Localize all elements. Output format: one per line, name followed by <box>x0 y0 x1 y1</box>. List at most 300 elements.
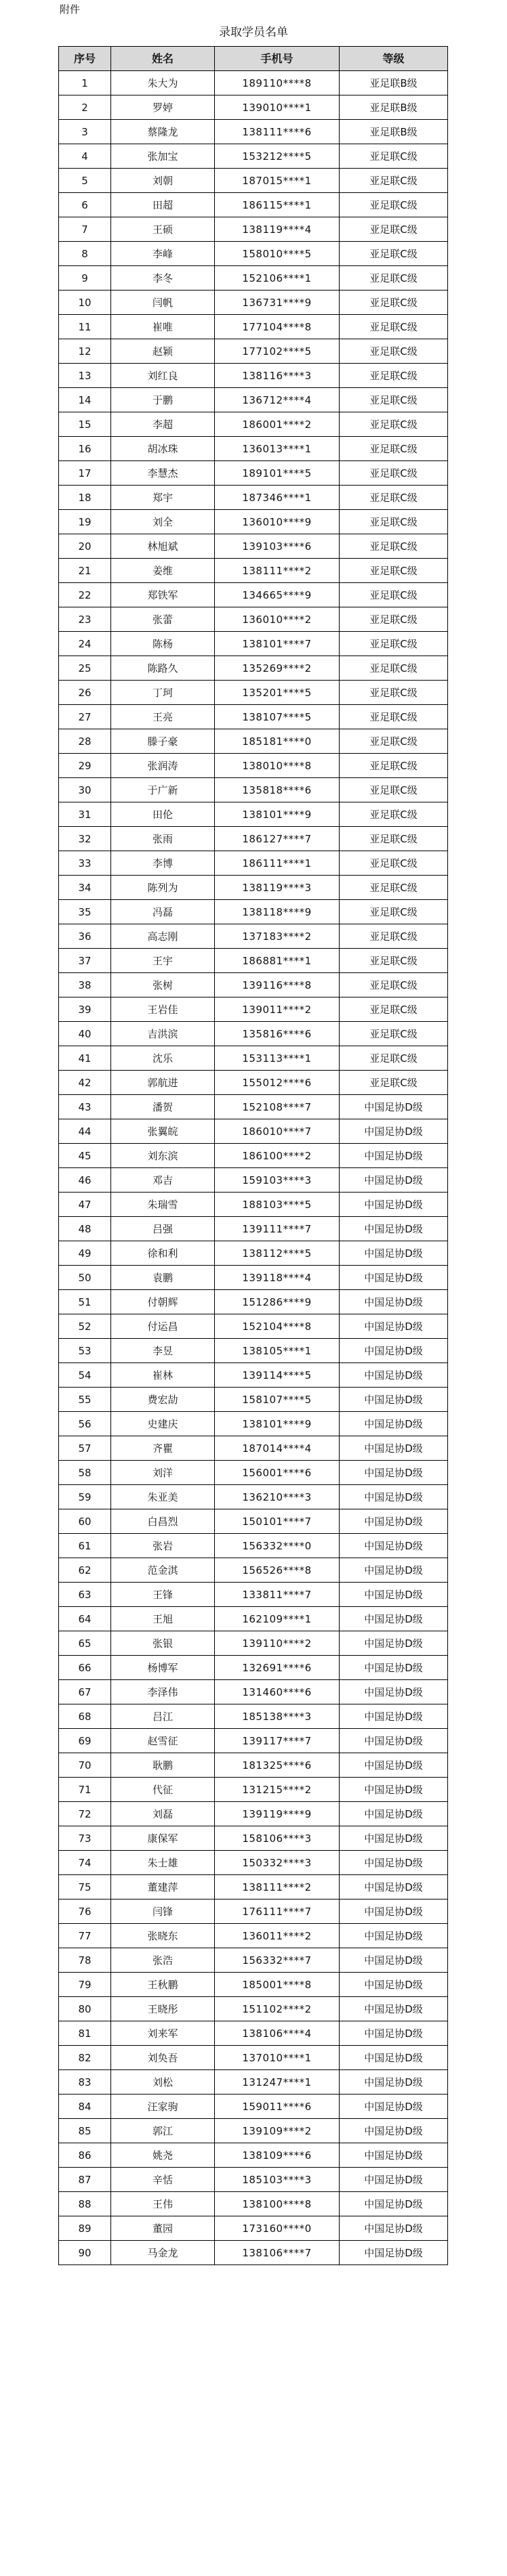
phone-number: 186010****7 <box>215 1119 340 1144</box>
certificate-level: 亚足联C级 <box>340 656 448 681</box>
certificate-level: 中国足协D级 <box>340 1509 448 1534</box>
phone-number: 189110****8 <box>215 71 340 95</box>
student-name: 邓吉 <box>111 1168 215 1193</box>
certificate-level: 中国足协D级 <box>340 1485 448 1509</box>
row-index: 55 <box>59 1388 111 1412</box>
certificate-level: 亚足联C级 <box>340 607 448 632</box>
phone-number: 151286****9 <box>215 1290 340 1314</box>
table-row <box>59 120 448 144</box>
table-row <box>59 1656 448 1680</box>
phone-number: 158010****5 <box>215 242 340 266</box>
student-name: 张翼皖 <box>111 1119 215 1144</box>
student-name: 王晓彤 <box>111 1997 215 2021</box>
phone-number: 136010****9 <box>215 510 340 534</box>
row-index: 85 <box>59 2119 111 2143</box>
table-row <box>59 266 448 291</box>
row-index: 14 <box>59 388 111 412</box>
table-row <box>59 144 448 169</box>
row-index: 58 <box>59 1461 111 1485</box>
table-row <box>59 95 448 120</box>
phone-number: 131460****6 <box>215 1680 340 1704</box>
student-name: 李博 <box>111 851 215 876</box>
row-index: 50 <box>59 1266 111 1290</box>
phone-number: 139109****2 <box>215 2119 340 2143</box>
table-row <box>59 510 448 534</box>
phone-number: 136210****3 <box>215 1485 340 1509</box>
row-index: 41 <box>59 1046 111 1071</box>
certificate-level: 中国足协D级 <box>340 1851 448 1875</box>
table-row <box>59 1997 448 2021</box>
row-index: 68 <box>59 1704 111 1729</box>
table-row <box>59 656 448 681</box>
phone-number: 155012****6 <box>215 1071 340 1095</box>
row-index: 20 <box>59 534 111 559</box>
student-name: 史建庆 <box>111 1412 215 1436</box>
phone-number: 131215****2 <box>215 1778 340 1802</box>
certificate-level: 中国足协D级 <box>340 1875 448 1899</box>
certificate-level: 亚足联C级 <box>340 1022 448 1046</box>
student-name: 胡冰珠 <box>111 437 215 461</box>
certificate-level: 中国足协D级 <box>340 1729 448 1753</box>
student-name: 高志刚 <box>111 924 215 949</box>
phone-number: 132691****6 <box>215 1656 340 1680</box>
certificate-level: 亚足联B级 <box>340 120 448 144</box>
row-index: 49 <box>59 1241 111 1266</box>
row-index: 11 <box>59 315 111 339</box>
table-row <box>59 1095 448 1119</box>
table-row <box>59 802 448 827</box>
phone-number: 136712****4 <box>215 388 340 412</box>
table-row <box>59 754 448 778</box>
certificate-level: 中国足协D级 <box>340 1948 448 1973</box>
certificate-level: 亚足联C级 <box>340 827 448 851</box>
phone-number: 139114****5 <box>215 1363 340 1388</box>
student-name: 李超 <box>111 412 215 437</box>
row-index: 6 <box>59 193 111 217</box>
row-index: 74 <box>59 1851 111 1875</box>
phone-number: 150101****7 <box>215 1509 340 1534</box>
column-header-phone: 手机号 <box>215 47 340 71</box>
certificate-level: 中国足协D级 <box>340 1095 448 1119</box>
phone-number: 135816****6 <box>215 1022 340 1046</box>
student-name: 陈路久 <box>111 656 215 681</box>
certificate-level: 中国足协D级 <box>340 1997 448 2021</box>
phone-number: 158106****3 <box>215 1826 340 1851</box>
table-row <box>59 1924 448 1948</box>
certificate-level: 中国足协D级 <box>340 2119 448 2143</box>
row-index: 43 <box>59 1095 111 1119</box>
row-index: 34 <box>59 876 111 900</box>
phone-number: 187015****1 <box>215 169 340 193</box>
phone-number: 136011****2 <box>215 1924 340 1948</box>
row-index: 60 <box>59 1509 111 1534</box>
student-name: 刘红良 <box>111 364 215 388</box>
phone-number: 133811****7 <box>215 1583 340 1607</box>
table-row <box>59 1631 448 1656</box>
certificate-level: 亚足联C级 <box>340 851 448 876</box>
row-index: 18 <box>59 486 111 510</box>
certificate-level: 亚足联C级 <box>340 973 448 997</box>
table-row <box>59 291 448 315</box>
student-name: 王秋鹏 <box>111 1973 215 1997</box>
table-row <box>59 1461 448 1485</box>
student-name: 张树 <box>111 973 215 997</box>
phone-number: 177102****5 <box>215 339 340 364</box>
phone-number: 173160****0 <box>215 2216 340 2241</box>
certificate-level: 中国足协D级 <box>340 1802 448 1826</box>
student-name: 辛恬 <box>111 2168 215 2192</box>
certificate-level: 中国足协D级 <box>340 2168 448 2192</box>
certificate-level: 亚足联C级 <box>340 315 448 339</box>
phone-number: 159103****3 <box>215 1168 340 1193</box>
student-name: 李峰 <box>111 242 215 266</box>
phone-number: 186111****1 <box>215 851 340 876</box>
table-row <box>59 851 448 876</box>
phone-number: 138111****6 <box>215 120 340 144</box>
certificate-level: 亚足联C级 <box>340 1071 448 1095</box>
table-row <box>59 1875 448 1899</box>
table-row <box>59 364 448 388</box>
row-index: 28 <box>59 729 111 754</box>
phone-number: 138010****8 <box>215 754 340 778</box>
row-index: 73 <box>59 1826 111 1851</box>
table-row <box>59 437 448 461</box>
certificate-level: 中国足协D级 <box>340 1656 448 1680</box>
row-index: 25 <box>59 656 111 681</box>
student-name: 闫锋 <box>111 1899 215 1924</box>
table-row <box>59 949 448 973</box>
student-name: 闫帆 <box>111 291 215 315</box>
certificate-level: 亚足联C级 <box>340 778 448 802</box>
student-name: 郭航进 <box>111 1071 215 1095</box>
certificate-level: 中国足协D级 <box>340 1973 448 1997</box>
table-row <box>59 1778 448 1802</box>
row-index: 72 <box>59 1802 111 1826</box>
roster-body <box>59 71 448 2265</box>
certificate-level: 亚足联C级 <box>340 291 448 315</box>
table-row <box>59 217 448 242</box>
certificate-level: 亚足联C级 <box>340 559 448 583</box>
row-index: 67 <box>59 1680 111 1704</box>
certificate-level: 亚足联C级 <box>340 681 448 705</box>
student-name: 耿鹏 <box>111 1753 215 1778</box>
certificate-level: 亚足联C级 <box>340 729 448 754</box>
phone-number: 151102****2 <box>215 1997 340 2021</box>
phone-number: 153113****1 <box>215 1046 340 1071</box>
table-row <box>59 2168 448 2192</box>
student-name: 潘贺 <box>111 1095 215 1119</box>
student-name: 于广新 <box>111 778 215 802</box>
phone-number: 138112****5 <box>215 1241 340 1266</box>
table-row <box>59 339 448 364</box>
phone-number: 136010****2 <box>215 607 340 632</box>
row-index: 7 <box>59 217 111 242</box>
roster-table <box>58 46 448 2265</box>
student-name: 徐和利 <box>111 1241 215 1266</box>
table-row <box>59 1071 448 1095</box>
column-header-level: 等级 <box>340 47 448 71</box>
student-name: 吕江 <box>111 1704 215 1729</box>
table-row <box>59 1046 448 1071</box>
phone-number: 139119****9 <box>215 1802 340 1826</box>
table-row <box>59 2143 448 2168</box>
phone-number: 185103****3 <box>215 2168 340 2192</box>
phone-number: 177104****8 <box>215 315 340 339</box>
certificate-level: 中国足协D级 <box>340 1217 448 1241</box>
certificate-level: 亚足联C级 <box>340 924 448 949</box>
phone-number: 162109****1 <box>215 1607 340 1631</box>
row-index: 79 <box>59 1973 111 1997</box>
row-index: 16 <box>59 437 111 461</box>
certificate-level: 亚足联C级 <box>340 534 448 559</box>
row-index: 19 <box>59 510 111 534</box>
table-row <box>59 1363 448 1388</box>
certificate-level: 中国足协D级 <box>340 1266 448 1290</box>
table-row <box>59 2119 448 2143</box>
table-row <box>59 1290 448 1314</box>
certificate-level: 亚足联C级 <box>340 949 448 973</box>
table-row <box>59 1119 448 1144</box>
row-index: 78 <box>59 1948 111 1973</box>
student-name: 张润涛 <box>111 754 215 778</box>
row-index: 8 <box>59 242 111 266</box>
student-name: 于鹏 <box>111 388 215 412</box>
column-header-name: 姓名 <box>111 47 215 71</box>
certificate-level: 中国足协D级 <box>340 2095 448 2119</box>
table-row <box>59 1851 448 1875</box>
table-row <box>59 1753 448 1778</box>
certificate-level: 亚足联C级 <box>340 997 448 1022</box>
phone-number: 136731****9 <box>215 291 340 315</box>
certificate-level: 亚足联C级 <box>340 705 448 729</box>
certificate-level: 中国足协D级 <box>340 1680 448 1704</box>
certificate-level: 亚足联C级 <box>340 802 448 827</box>
row-index: 5 <box>59 169 111 193</box>
phone-number: 156001****6 <box>215 1461 340 1485</box>
certificate-level: 亚足联C级 <box>340 510 448 534</box>
phone-number: 159011****6 <box>215 2095 340 2119</box>
row-index: 10 <box>59 291 111 315</box>
certificate-level: 亚足联C级 <box>340 242 448 266</box>
phone-number: 139011****2 <box>215 997 340 1022</box>
table-row <box>59 583 448 607</box>
student-name: 费宏劼 <box>111 1388 215 1412</box>
student-name: 董园 <box>111 2216 215 2241</box>
table-row <box>59 1241 448 1266</box>
student-name: 康保军 <box>111 1826 215 1851</box>
phone-number: 181325****6 <box>215 1753 340 1778</box>
table-row <box>59 412 448 437</box>
student-name: 付朝辉 <box>111 1290 215 1314</box>
table-row <box>59 486 448 510</box>
table-row <box>59 2046 448 2070</box>
student-name: 丁珂 <box>111 681 215 705</box>
phone-number: 187014****4 <box>215 1436 340 1461</box>
certificate-level: 中国足协D级 <box>340 1290 448 1314</box>
certificate-level: 中国足协D级 <box>340 1583 448 1607</box>
phone-number: 138106****7 <box>215 2241 340 2265</box>
phone-number: 185138****3 <box>215 1704 340 1729</box>
table-row <box>59 315 448 339</box>
student-name: 赵颖 <box>111 339 215 364</box>
student-name: 冯磊 <box>111 900 215 924</box>
phone-number: 139111****7 <box>215 1217 340 1241</box>
table-row <box>59 1485 448 1509</box>
student-name: 刘磊 <box>111 1802 215 1826</box>
student-name: 李昱 <box>111 1339 215 1363</box>
certificate-level: 亚足联C级 <box>340 144 448 169</box>
student-name: 齐瞿 <box>111 1436 215 1461</box>
row-index: 82 <box>59 2046 111 2070</box>
student-name: 王锋 <box>111 1583 215 1607</box>
student-name: 滕子豪 <box>111 729 215 754</box>
student-name: 张蕾 <box>111 607 215 632</box>
row-index: 22 <box>59 583 111 607</box>
table-row <box>59 1412 448 1436</box>
phone-number: 138111****2 <box>215 559 340 583</box>
table-header-row <box>59 47 448 71</box>
table-row <box>59 876 448 900</box>
student-name: 袁鹏 <box>111 1266 215 1290</box>
phone-number: 186881****1 <box>215 949 340 973</box>
row-index: 63 <box>59 1583 111 1607</box>
certificate-level: 亚足联C级 <box>340 388 448 412</box>
phone-number: 138106****4 <box>215 2021 340 2046</box>
table-row <box>59 2021 448 2046</box>
row-index: 84 <box>59 2095 111 2119</box>
student-name: 付运昌 <box>111 1314 215 1339</box>
table-row <box>59 1583 448 1607</box>
row-index: 65 <box>59 1631 111 1656</box>
certificate-level: 中国足协D级 <box>340 2021 448 2046</box>
table-row <box>59 1022 448 1046</box>
student-name: 朱亚美 <box>111 1485 215 1509</box>
certificate-level: 亚足联C级 <box>340 632 448 656</box>
phone-number: 139103****6 <box>215 534 340 559</box>
row-index: 42 <box>59 1071 111 1095</box>
student-name: 郑宇 <box>111 486 215 510</box>
table-row <box>59 2241 448 2265</box>
row-index: 12 <box>59 339 111 364</box>
certificate-level: 中国足协D级 <box>340 1168 448 1193</box>
row-index: 17 <box>59 461 111 486</box>
student-name: 王伟 <box>111 2192 215 2216</box>
table-row <box>59 973 448 997</box>
table-row <box>59 2216 448 2241</box>
phone-number: 187346****1 <box>215 486 340 510</box>
row-index: 64 <box>59 1607 111 1631</box>
phone-number: 153212****5 <box>215 144 340 169</box>
table-row <box>59 1509 448 1534</box>
table-row <box>59 1729 448 1753</box>
certificate-level: 亚足联C级 <box>340 266 448 291</box>
row-index: 47 <box>59 1193 111 1217</box>
row-index: 76 <box>59 1899 111 1924</box>
table-row <box>59 1973 448 1997</box>
student-name: 沈乐 <box>111 1046 215 1071</box>
student-name: 刘松 <box>111 2070 215 2095</box>
certificate-level: 中国足协D级 <box>340 1826 448 1851</box>
row-index: 27 <box>59 705 111 729</box>
table-row <box>59 1948 448 1973</box>
row-index: 90 <box>59 2241 111 2265</box>
phone-number: 138100****8 <box>215 2192 340 2216</box>
table-row <box>59 1436 448 1461</box>
table-row <box>59 461 448 486</box>
student-name: 李泽伟 <box>111 1680 215 1704</box>
phone-number: 138101****9 <box>215 1412 340 1436</box>
phone-number: 185181****0 <box>215 729 340 754</box>
table-row <box>59 681 448 705</box>
row-index: 81 <box>59 2021 111 2046</box>
row-index: 70 <box>59 1753 111 1778</box>
student-name: 陈杨 <box>111 632 215 656</box>
table-row <box>59 1266 448 1290</box>
student-name: 林旭斌 <box>111 534 215 559</box>
row-index: 56 <box>59 1412 111 1436</box>
certificate-level: 中国足协D级 <box>340 1558 448 1583</box>
table-row <box>59 1558 448 1583</box>
certificate-level: 中国足协D级 <box>340 1607 448 1631</box>
table-row <box>59 169 448 193</box>
table-row <box>59 242 448 266</box>
page-title: 录取学员名单 <box>219 26 288 39</box>
phone-number: 136013****1 <box>215 437 340 461</box>
student-name: 王岩佳 <box>111 997 215 1022</box>
student-name: 崔唯 <box>111 315 215 339</box>
table-row <box>59 1217 448 1241</box>
phone-number: 186100****2 <box>215 1144 340 1168</box>
student-name: 代征 <box>111 1778 215 1802</box>
table-row <box>59 1388 448 1412</box>
phone-number: 188103****5 <box>215 1193 340 1217</box>
student-name: 刘奂吾 <box>111 2046 215 2070</box>
certificate-level: 中国足协D级 <box>340 1704 448 1729</box>
phone-number: 152104****8 <box>215 1314 340 1339</box>
phone-number: 152106****1 <box>215 266 340 291</box>
student-name: 崔林 <box>111 1363 215 1388</box>
student-name: 李冬 <box>111 266 215 291</box>
certificate-level: 中国足协D级 <box>340 1144 448 1168</box>
row-index: 66 <box>59 1656 111 1680</box>
row-index: 29 <box>59 754 111 778</box>
student-name: 刘东滨 <box>111 1144 215 1168</box>
row-index: 83 <box>59 2070 111 2095</box>
student-name: 杨博军 <box>111 1656 215 1680</box>
certificate-level: 亚足联C级 <box>340 754 448 778</box>
row-index: 57 <box>59 1436 111 1461</box>
row-index: 46 <box>59 1168 111 1193</box>
certificate-level: 中国足协D级 <box>340 2046 448 2070</box>
phone-number: 139117****7 <box>215 1729 340 1753</box>
phone-number: 139116****8 <box>215 973 340 997</box>
table-row <box>59 193 448 217</box>
table-row <box>59 1168 448 1193</box>
table-row <box>59 1607 448 1631</box>
row-index: 1 <box>59 71 111 95</box>
row-index: 45 <box>59 1144 111 1168</box>
student-name: 范金淇 <box>111 1558 215 1583</box>
certificate-level: 中国足协D级 <box>340 2241 448 2265</box>
student-name: 刘来军 <box>111 2021 215 2046</box>
table-row <box>59 1193 448 1217</box>
student-name: 吉洪滨 <box>111 1022 215 1046</box>
row-index: 32 <box>59 827 111 851</box>
row-index: 36 <box>59 924 111 949</box>
row-index: 35 <box>59 900 111 924</box>
certificate-level: 中国足协D级 <box>340 1412 448 1436</box>
phone-number: 138107****5 <box>215 705 340 729</box>
